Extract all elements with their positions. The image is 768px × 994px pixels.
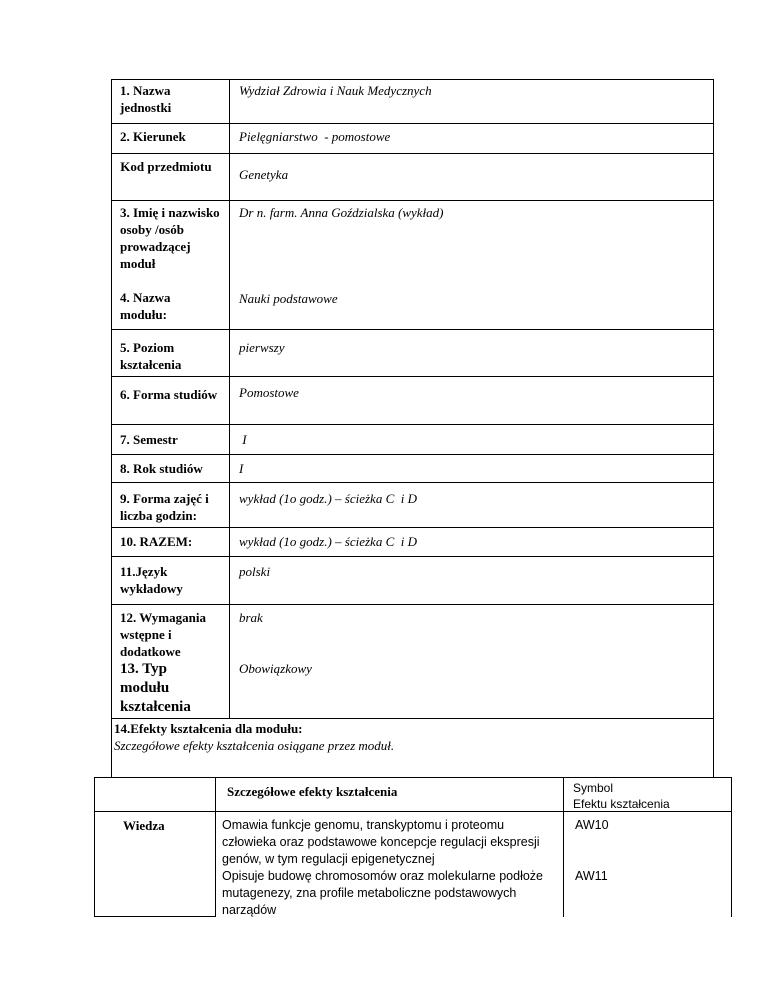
row-value-jezyk: polski (239, 564, 271, 579)
effects-table-top (94, 777, 732, 778)
row-label-razem: 10. RAZEM: (120, 534, 193, 549)
row-label-kierunek: 2. Kierunek (120, 129, 186, 144)
effects-header: Szczegółowe efekty kształcenia (227, 784, 398, 799)
row-label-kod-przedmiotu: Kod przedmiotu (117, 159, 212, 174)
row-value-poziom: pierwszy (239, 340, 285, 355)
row-value-typ-modulu: Obowiązkowy (239, 661, 312, 676)
effect-symbol: AW11 (575, 869, 608, 883)
row-label-poziom: 5. Poziom kształcenia (120, 340, 182, 372)
effect-text-line: mutagenezy, zna profile metaboliczne podstawowych (222, 886, 517, 900)
row-value-wymagania: brak (239, 610, 263, 625)
section14-subtitle: Szczegółowe efekty kształcenia osiągane przez moduł. (114, 738, 395, 753)
row-divider (111, 527, 714, 528)
effect-text-line: genów, w tym regulacji epigenetycznej (222, 852, 435, 866)
row-label-prowadzacy: 3. Imię i nazwisko osoby /osób prowadzącej moduł (120, 205, 220, 271)
row-value-nazwa-modulu: Nauki podstawowe (239, 291, 338, 306)
row-divider (111, 123, 714, 124)
row-value-kod-przedmiotu: Genetyka (239, 167, 289, 182)
row-divider (111, 454, 714, 455)
symbol-header-line1: Symbol (573, 781, 614, 795)
row-label-forma-studiow: 6. Forma studiów (120, 387, 218, 402)
effect-text-line: Omawia funkcje genomu, transkyptomu i proteomu (222, 818, 505, 832)
effect-text-line: człowieka oraz podstawowe koncepcje regulacji ekspresji (222, 835, 540, 849)
effects-table-right (731, 777, 732, 917)
row-label-rok-studiow: 8. Rok studiów (120, 461, 203, 476)
category-bottom-border (94, 916, 215, 917)
row-label-forma-zajec: 9. Forma zajęć i liczba godzin: (120, 491, 209, 523)
section14-top-border (111, 718, 714, 719)
effects-table-left (94, 777, 95, 917)
row-value-kierunek: Pielęgniarstwo - pomostowe (239, 129, 391, 144)
row-divider (111, 200, 714, 201)
effects-table-col1 (215, 777, 216, 917)
section14-left-border (111, 718, 112, 778)
row-value-razem: wykład (1o godz.) – ścieżka C i D (239, 534, 418, 549)
row-divider (111, 376, 714, 377)
row-value-rok-studiow: I (239, 461, 244, 476)
row-label-nazwa-modulu: 4. Nazwa modułu: (120, 290, 171, 322)
row-label-wymagania: 12. Wymagania wstępne i dodatkowe (120, 610, 206, 659)
row-divider (111, 482, 714, 483)
row-label-semestr: 7. Semestr (120, 432, 178, 447)
row-value-prowadzacy: Dr n. farm. Anna Goździalska (wykład) (239, 205, 444, 220)
row-divider (111, 556, 714, 557)
section14-title: 14.Efekty kształcenia dla modułu: (114, 721, 303, 736)
category-label: Wiedza (123, 818, 165, 833)
row-label-nazwa-jednostki: 1. Nazwa jednostki (120, 83, 172, 115)
row-value-nazwa-jednostki: Wydział Zdrowia i Nauk Medycznych (239, 83, 432, 98)
effect-symbol: AW10 (575, 818, 609, 832)
effects-table-col2 (563, 777, 564, 917)
row-value-forma-zajec: wykład (1o godz.) – ścieżka C i D (239, 491, 418, 506)
section14-right-border (713, 718, 714, 778)
row-divider (111, 604, 714, 605)
effect-text-line: narządów (222, 903, 277, 917)
symbol-header-line2: Efektu kształcenia (573, 797, 670, 811)
effect-text-line: Opisuje budowę chromosomów oraz molekularne podłoże (222, 869, 544, 883)
row-label-jezyk: 11.Język wykładowy (120, 564, 183, 596)
table-border-top (111, 79, 714, 80)
table-border-left (111, 79, 112, 719)
row-divider (111, 329, 714, 330)
row-label-typ-modulu: 13. Typ modułu kształcenia (120, 661, 191, 715)
row-value-forma-studiow: Pomostowe (239, 385, 299, 400)
column-divider (229, 79, 230, 719)
row-divider (111, 153, 714, 154)
row-value-semestr: I (239, 432, 247, 447)
table-border-right (713, 79, 714, 719)
row-divider (111, 424, 714, 425)
